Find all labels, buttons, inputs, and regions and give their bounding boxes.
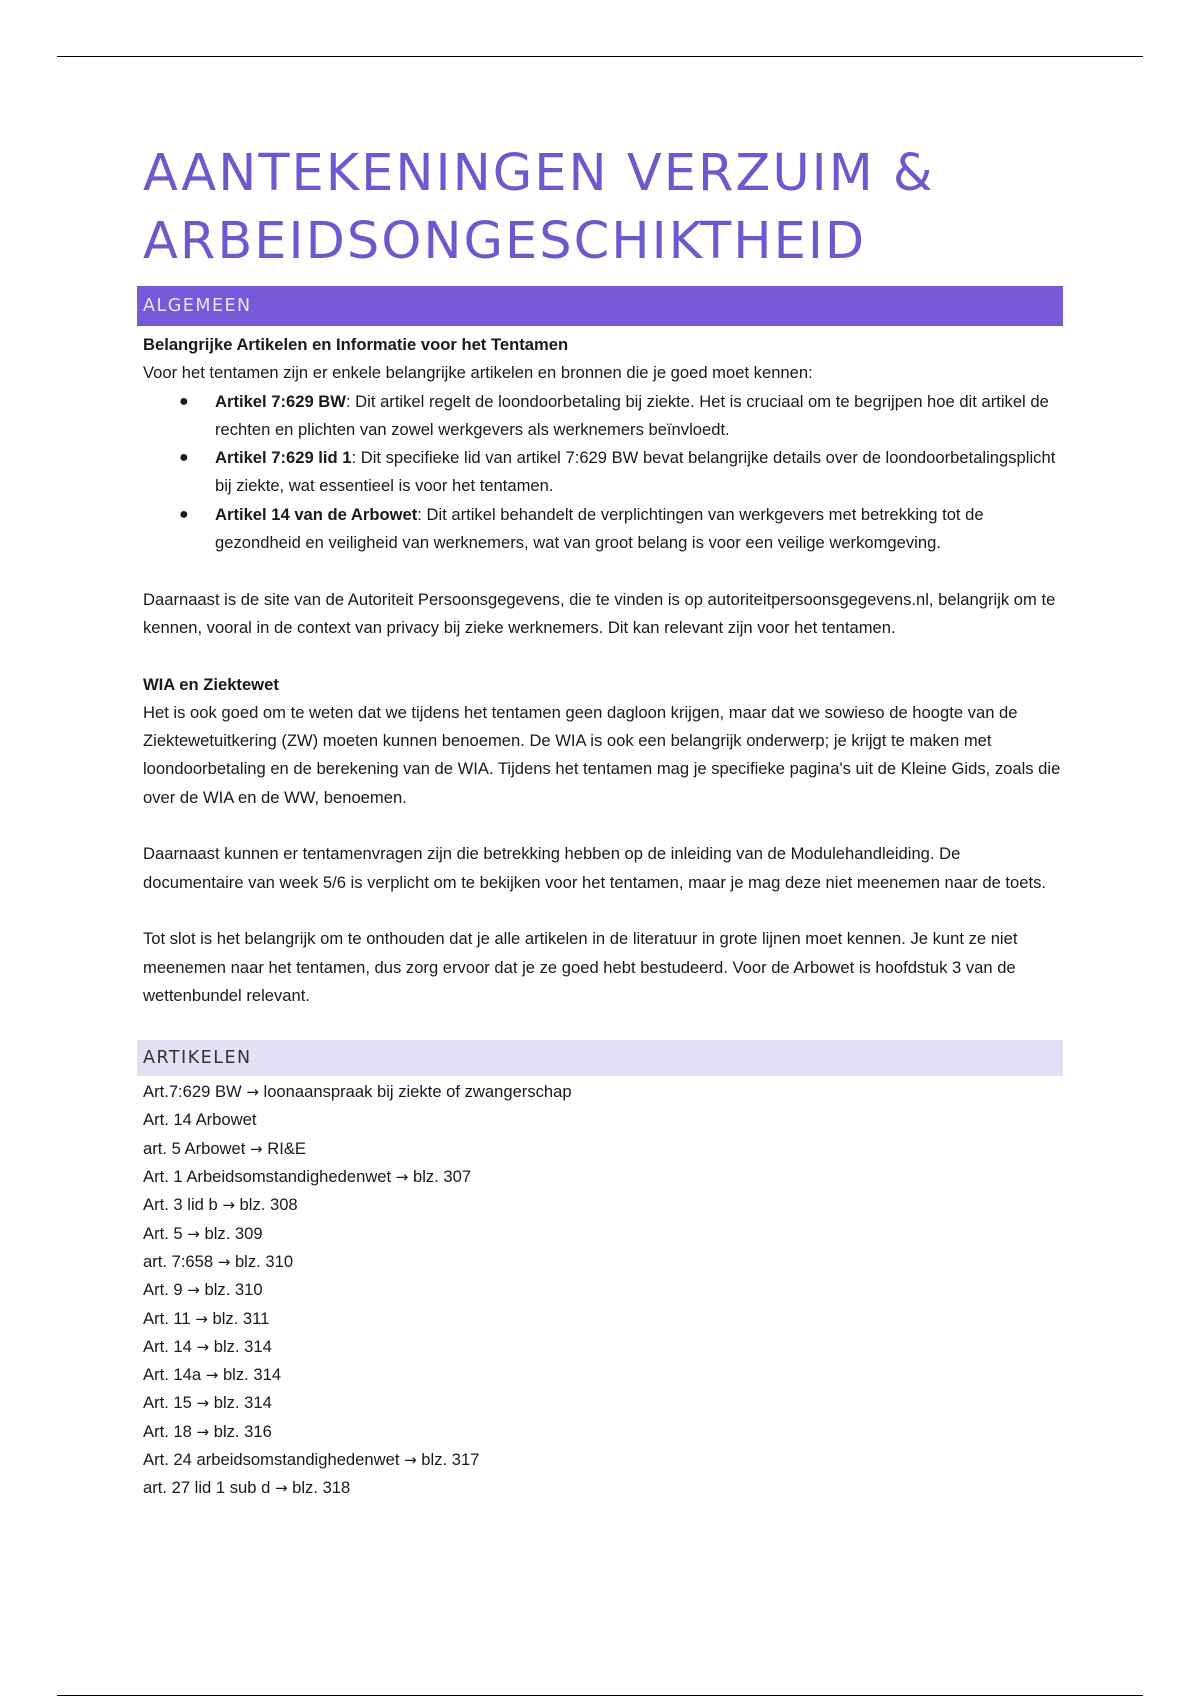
- artikel-reference: Art. 18: [143, 1421, 192, 1441]
- artikel-reference: Art. 5: [143, 1223, 183, 1243]
- bullet-item: [179, 388, 1063, 445]
- arrow-right-icon: →: [404, 1450, 417, 1469]
- bullet-dot-icon: ●: [179, 505, 189, 523]
- arrow-right-icon: →: [187, 1224, 200, 1243]
- artikel-reference: Art. 9: [143, 1280, 183, 1300]
- paragraph-tot-slot: Tot slot is het belangrijk om te onthouden dat je alle artikelen in de literatuur in grote lijnen moet kennen. Je kunt ze niet meenemen naar het tentamen, dus zorg ervoor dat je ze goed hebt bestudeerd. Voor de Arbowet is hoofdstuk 3 van de wettenbundel relevant.: [143, 929, 1018, 1005]
- subheading-wia-ziektewet: WIA en Ziektewet: [143, 674, 279, 694]
- artikelen-list: [143, 1078, 1063, 1502]
- artikel-description: blz. 314: [222, 1365, 282, 1385]
- paragraph-wia: Het is ook goed om te weten dat we tijdens het tentamen geen dagloon krijgen, maar dat we sowieso de hoogte van de Ziektewetuitkering (ZW) moeten kunnen benoemen. De WIA is ook een belangrijk onderwerp; je krijgt te maken met loondoorbetaling en de berekening van de WIA. Tijdens het tentamen mag je specifieke pagina's uit de Kleine Gids, zoals die over de WIA en de WW, benoemen.: [143, 702, 1061, 807]
- header-rule: [57, 56, 1143, 57]
- artikel-list-item: [143, 1078, 1063, 1106]
- artikel-list-item: [143, 1135, 1063, 1163]
- document-title-line-1: AANTEKENINGEN VERZUIM &: [143, 144, 935, 203]
- artikel-list-item: [143, 1418, 1063, 1446]
- artikel-reference: Art. 11: [143, 1308, 191, 1328]
- artikel-reference: art. 27 lid 1 sub d: [143, 1478, 271, 1498]
- bullet-item: [179, 501, 1063, 558]
- artikel-description: RI&E: [267, 1138, 306, 1158]
- arrow-right-icon: →: [246, 1083, 259, 1102]
- artikel-reference: Art. 14a: [143, 1365, 202, 1385]
- artikel-list-item: [143, 1446, 1063, 1474]
- arrow-right-icon: →: [196, 1394, 210, 1413]
- artikel-description: blz. 308: [239, 1195, 298, 1215]
- artikel-description: blz. 316: [213, 1421, 272, 1441]
- artikel-reference: Art. 1 Arbeidsomstandighedenwet: [143, 1167, 392, 1187]
- artikel-list-item: [143, 1248, 1063, 1276]
- artikel-reference: art. 5 Arbowet: [143, 1138, 246, 1158]
- paragraph-modulehandleiding: Daarnaast kunnen er tentamenvragen zijn die betrekking hebben op de inleiding van de Modulehandleiding. De documentaire van week 5/6 is verplicht om te bekijken voor het tentamen, maar je mag deze niet meenemen naar de toets.: [143, 844, 1047, 892]
- arrow-right-icon: →: [187, 1281, 200, 1300]
- arrow-right-icon: →: [196, 1337, 210, 1356]
- artikel-reference: Art. 14: [143, 1336, 192, 1356]
- paragraph-autoriteit-persoonsgegevens: Daarnaast is de site van de Autoriteit Persoonsgegevens, die te vinden is op autoriteitpersoonsgegevens.nl, belangrijk om te kennen, vooral in de context van privacy bij zieke werknemers. Dit kan relevant zijn voor het tentamen.: [143, 589, 1056, 637]
- document-title: [143, 140, 1063, 276]
- artikel-reference: Art. 3 lid b: [143, 1195, 218, 1215]
- arrow-right-icon: →: [196, 1422, 210, 1441]
- artikel-description: blz. 317: [421, 1449, 480, 1469]
- artikel-description: loonaanspraak bij ziekte of zwangerschap: [263, 1082, 572, 1102]
- bullet-item-bold: Artikel 7:629 lid 1: [215, 448, 352, 468]
- document-body: [143, 140, 1063, 1503]
- artikel-list-item: [143, 1276, 1063, 1304]
- document-title-line-2: ARBEIDSONGESCHIKTHEID: [143, 212, 867, 271]
- artikel-reference: Art. 14 Arbowet: [143, 1110, 257, 1130]
- bullet-item-bold: Artikel 14 van de Arbowet: [215, 504, 418, 524]
- arrow-right-icon: →: [395, 1168, 409, 1187]
- artikel-description: blz. 318: [292, 1478, 351, 1498]
- artikel-list-item: [143, 1220, 1063, 1248]
- arrow-right-icon: →: [195, 1309, 208, 1328]
- bullet-item-text: : Dit artikel behandelt de verplichtingen van werkgevers met betrekking tot de gezondheid en veiligheid van werknemers, wat van groot belang is voor een veilige werkomgeving.: [215, 504, 984, 553]
- footer-rule: [57, 1695, 1143, 1696]
- bullet-item-bold: Artikel 7:629 BW: [215, 391, 346, 411]
- arrow-right-icon: →: [217, 1252, 231, 1271]
- artikel-reference: art. 7:658: [143, 1251, 214, 1271]
- bullet-item: [179, 444, 1063, 501]
- artikel-list-item: [143, 1305, 1063, 1333]
- section-algemeen: [143, 331, 1063, 1010]
- artikel-list-item: [143, 1474, 1063, 1502]
- artikel-list-item: [143, 1361, 1063, 1389]
- article-bullet-list: [143, 388, 1063, 558]
- artikel-description: blz. 310: [204, 1280, 263, 1300]
- artikel-reference: Art.7:629 BW: [143, 1082, 242, 1102]
- section-header-artikelen: ARTIKELEN: [137, 1040, 1063, 1076]
- artikel-reference: Art. 24 arbeidsomstandighedenwet: [143, 1449, 400, 1469]
- intro-paragraph: Voor het tentamen zijn er enkele belangrijke artikelen en bronnen die je goed moet kennen:: [143, 363, 813, 383]
- bullet-item-text: : Dit specifieke lid van artikel 7:629 BW bevat belangrijke details over de loondoorbetalingsplicht bij ziekte, wat essentieel is voor het tentamen.: [215, 448, 1056, 496]
- section-header-algemeen: ALGEMEEN: [137, 286, 1063, 326]
- artikel-description: blz. 309: [204, 1223, 263, 1243]
- bullet-dot-icon: ●: [179, 392, 189, 410]
- bullet-dot-icon: ●: [179, 449, 189, 467]
- artikel-description: blz. 311: [212, 1308, 270, 1328]
- subheading-belangrijke-artikelen: Belangrijke Artikelen en Informatie voor het Tentamen: [143, 335, 569, 354]
- artikel-description: blz. 314: [213, 1336, 272, 1356]
- artikel-list-item: [143, 1106, 1063, 1134]
- artikel-description: blz. 314: [213, 1393, 272, 1413]
- arrow-right-icon: →: [250, 1139, 263, 1158]
- bullet-item-text: : Dit artikel regelt de loondoorbetaling bij ziekte. Het is cruciaal om te begrijpen hoe dit artikel de rechten en plichten van zowel werkgevers als werknemers beïnvloedt.: [215, 391, 1049, 439]
- artikel-description: blz. 310: [234, 1251, 294, 1271]
- artikel-list-item: [143, 1163, 1063, 1191]
- artikel-reference: Art. 15: [143, 1393, 192, 1413]
- artikel-list-item: [143, 1191, 1063, 1219]
- artikel-list-item: [143, 1389, 1063, 1417]
- arrow-right-icon: →: [205, 1366, 219, 1385]
- artikel-description: blz. 307: [412, 1167, 472, 1187]
- arrow-right-icon: →: [222, 1196, 235, 1215]
- arrow-right-icon: →: [274, 1479, 288, 1498]
- artikel-list-item: [143, 1333, 1063, 1361]
